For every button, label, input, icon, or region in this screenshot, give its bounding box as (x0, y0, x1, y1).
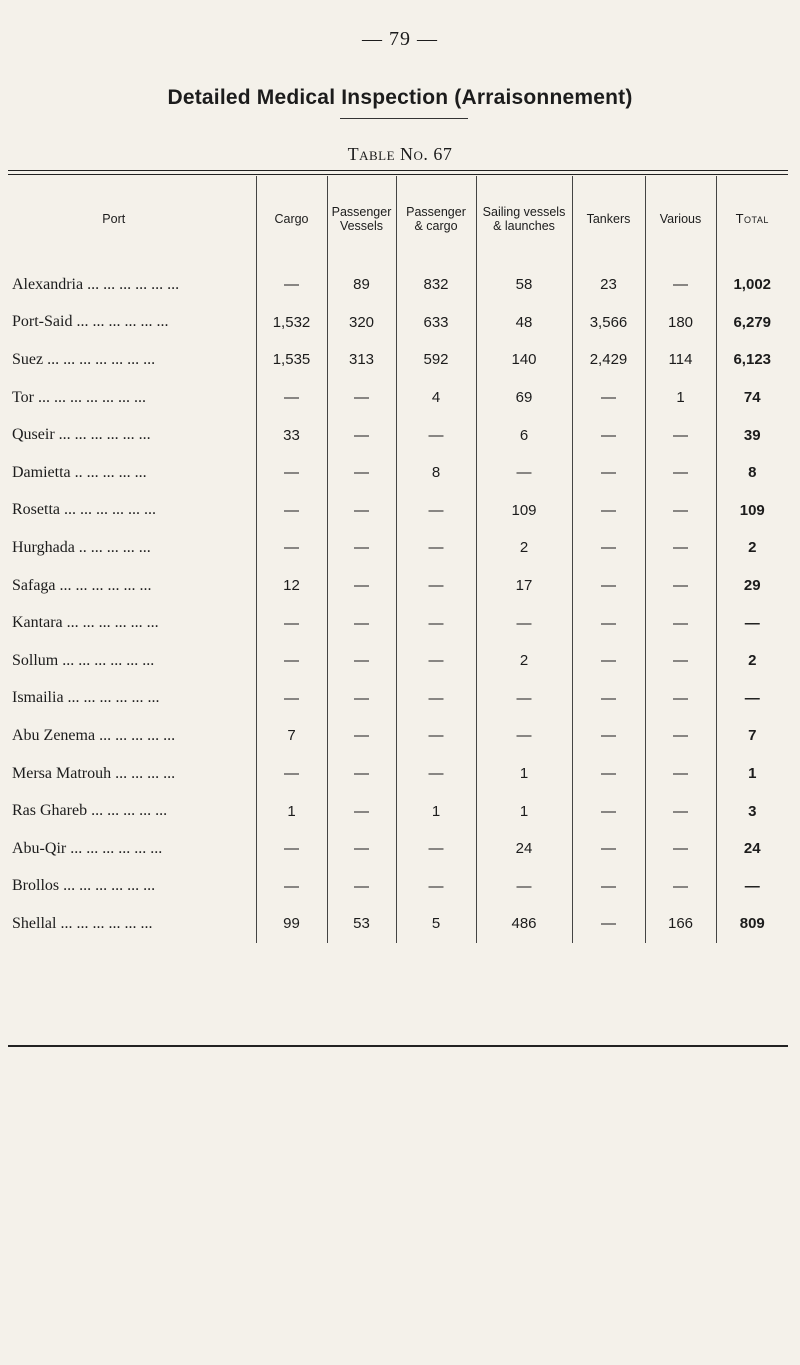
passenger-cargo-cell: 832 (396, 262, 476, 304)
table-bottom-rule (8, 1045, 788, 1047)
total-cell: 109 (716, 492, 788, 530)
table-body (8, 262, 788, 943)
passenger-vessels-cell: — (327, 755, 396, 793)
inspection-table (8, 176, 788, 943)
column-header-sailing-vessels: Sailing vessels & launches (476, 176, 572, 262)
tankers-cell: — (572, 755, 645, 793)
tankers-cell: 2,429 (572, 341, 645, 379)
various-cell: — (645, 567, 716, 605)
various-cell: 114 (645, 341, 716, 379)
passenger-vessels-cell: — (327, 868, 396, 906)
sailing-vessels-cell: 17 (476, 567, 572, 605)
various-cell: — (645, 454, 716, 492)
passenger-cargo-cell: — (396, 680, 476, 718)
table-row (8, 304, 788, 342)
total-cell: 6,279 (716, 304, 788, 342)
port-name: Rosetta ... ... ... ... ... ... (12, 501, 156, 519)
sailing-vessels-cell: 69 (476, 379, 572, 417)
passenger-cargo-cell: — (396, 529, 476, 567)
tankers-cell: — (572, 604, 645, 642)
passenger-cargo-cell: 8 (396, 454, 476, 492)
various-cell: — (645, 492, 716, 530)
cargo-cell: — (256, 492, 327, 530)
tankers-cell: — (572, 454, 645, 492)
cargo-cell: 12 (256, 567, 327, 605)
cargo-cell: 33 (256, 416, 327, 454)
passenger-vessels-cell: — (327, 567, 396, 605)
cargo-cell: — (256, 868, 327, 906)
port-name: Mersa Matrouh ... ... ... ... (12, 764, 176, 782)
passenger-cargo-cell: 5 (396, 905, 476, 943)
total-cell: 39 (716, 416, 788, 454)
column-header-various: Various (645, 176, 716, 262)
cargo-cell: — (256, 379, 327, 417)
passenger-vessels-cell: — (327, 830, 396, 868)
passenger-cargo-cell: 1 (396, 792, 476, 830)
table-row (8, 341, 788, 379)
sailing-vessels-cell: 2 (476, 642, 572, 680)
cargo-cell: 1,535 (256, 341, 327, 379)
cargo-cell: — (256, 604, 327, 642)
table-row (8, 604, 788, 642)
tankers-cell: 23 (572, 262, 645, 304)
total-cell: 2 (716, 642, 788, 680)
table-row (8, 905, 788, 943)
table-row (8, 642, 788, 680)
various-cell: — (645, 830, 716, 868)
column-header-cargo: Cargo (256, 176, 327, 262)
tankers-cell: — (572, 792, 645, 830)
total-cell: 6,123 (716, 341, 788, 379)
total-cell: 8 (716, 454, 788, 492)
column-header-port: Port (102, 212, 126, 226)
various-cell: — (645, 717, 716, 755)
table-row (8, 567, 788, 605)
total-cell: — (716, 680, 788, 718)
various-cell: 1 (645, 379, 716, 417)
passenger-cargo-cell: — (396, 755, 476, 793)
sailing-vessels-cell: 48 (476, 304, 572, 342)
total-cell: — (716, 868, 788, 906)
passenger-vessels-cell: 89 (327, 262, 396, 304)
sailing-vessels-cell: 140 (476, 341, 572, 379)
various-cell: — (645, 529, 716, 567)
table-row (8, 717, 788, 755)
table-row (8, 454, 788, 492)
sailing-vessels-cell: 6 (476, 416, 572, 454)
passenger-vessels-cell: — (327, 642, 396, 680)
table-top-rule-inner (8, 174, 788, 175)
passenger-cargo-cell: 4 (396, 379, 476, 417)
column-header-passenger-vessels: Passenger Vessels (327, 176, 396, 262)
cargo-cell: — (256, 529, 327, 567)
table-row (8, 868, 788, 906)
port-name: Suez ... ... ... ... ... ... ... (12, 350, 156, 368)
table-row (8, 529, 788, 567)
port-name: Abu Zenema ... ... ... ... ... (12, 726, 176, 744)
cargo-cell: 99 (256, 905, 327, 943)
tankers-cell: — (572, 905, 645, 943)
passenger-cargo-cell: — (396, 492, 476, 530)
cargo-cell: 7 (256, 717, 327, 755)
tankers-cell: 3,566 (572, 304, 645, 342)
total-cell: 74 (716, 379, 788, 417)
total-cell: 1,002 (716, 262, 788, 304)
passenger-vessels-cell: — (327, 416, 396, 454)
various-cell: — (645, 262, 716, 304)
table-row (8, 416, 788, 454)
various-cell: — (645, 755, 716, 793)
passenger-cargo-cell: — (396, 416, 476, 454)
tankers-cell: — (572, 868, 645, 906)
total-cell: 24 (716, 830, 788, 868)
various-cell: — (645, 680, 716, 718)
passenger-vessels-cell: 53 (327, 905, 396, 943)
table-row (8, 755, 788, 793)
various-cell: — (645, 416, 716, 454)
passenger-cargo-cell: — (396, 868, 476, 906)
passenger-cargo-cell: — (396, 830, 476, 868)
tankers-cell: — (572, 567, 645, 605)
sailing-vessels-cell: 2 (476, 529, 572, 567)
column-header-total: Total (716, 176, 788, 262)
total-cell: 29 (716, 567, 788, 605)
port-name: Quseir ... ... ... ... ... ... (12, 426, 151, 444)
port-name: Sollum ... ... ... ... ... ... (12, 651, 155, 669)
sailing-vessels-cell: 1 (476, 755, 572, 793)
various-cell: 166 (645, 905, 716, 943)
total-cell: — (716, 604, 788, 642)
column-header-tankers: Tankers (572, 176, 645, 262)
tankers-cell: — (572, 492, 645, 530)
cargo-cell: — (256, 755, 327, 793)
port-name: Safaga ... ... ... ... ... ... (12, 576, 152, 594)
total-cell: 809 (716, 905, 788, 943)
sailing-vessels-cell: 486 (476, 905, 572, 943)
page-title: Detailed Medical Inspection (Arraisonnement) (167, 86, 633, 109)
passenger-vessels-cell: 320 (327, 304, 396, 342)
tankers-cell: — (572, 680, 645, 718)
passenger-cargo-cell: — (396, 567, 476, 605)
table-row (8, 792, 788, 830)
cargo-cell: — (256, 680, 327, 718)
various-cell: 180 (645, 304, 716, 342)
cargo-cell: — (256, 454, 327, 492)
total-cell: 3 (716, 792, 788, 830)
various-cell: — (645, 792, 716, 830)
various-cell: — (645, 604, 716, 642)
table-row (8, 680, 788, 718)
passenger-vessels-cell: — (327, 604, 396, 642)
tankers-cell: — (572, 529, 645, 567)
sailing-vessels-cell: — (476, 868, 572, 906)
table-row (8, 379, 788, 417)
port-name: Brollos ... ... ... ... ... ... (12, 877, 156, 895)
sailing-vessels-cell: 1 (476, 792, 572, 830)
passenger-vessels-cell: — (327, 529, 396, 567)
tankers-cell: — (572, 642, 645, 680)
tankers-cell: — (572, 416, 645, 454)
passenger-cargo-cell: 633 (396, 304, 476, 342)
passenger-cargo-cell: — (396, 717, 476, 755)
passenger-vessels-cell: — (327, 680, 396, 718)
port-name: Abu-Qir ... ... ... ... ... ... (12, 839, 163, 857)
port-name: Ismailia ... ... ... ... ... ... (12, 689, 160, 707)
sailing-vessels-cell: 58 (476, 262, 572, 304)
port-name: Tor ... ... ... ... ... ... ... (12, 388, 146, 406)
title-underline (340, 118, 468, 119)
passenger-vessels-cell: — (327, 379, 396, 417)
port-name: Port-Said ... ... ... ... ... ... (12, 313, 169, 331)
passenger-vessels-cell: — (327, 792, 396, 830)
cargo-cell: — (256, 642, 327, 680)
passenger-vessels-cell: — (327, 454, 396, 492)
tankers-cell: — (572, 830, 645, 868)
table-row (8, 262, 788, 304)
table-row (8, 830, 788, 868)
tankers-cell: — (572, 379, 645, 417)
sailing-vessels-cell: 24 (476, 830, 572, 868)
port-name: Kantara ... ... ... ... ... ... (12, 614, 159, 632)
sailing-vessels-cell: — (476, 604, 572, 642)
port-name: Hurghada .. ... ... ... ... (12, 538, 151, 556)
sailing-vessels-cell: — (476, 717, 572, 755)
port-name: Damietta .. ... ... ... ... (12, 463, 147, 481)
table-header (8, 176, 788, 262)
cargo-cell: — (256, 830, 327, 868)
port-name: Shellal ... ... ... ... ... ... (12, 914, 153, 932)
passenger-cargo-cell: — (396, 604, 476, 642)
passenger-vessels-cell: 313 (327, 341, 396, 379)
table-top-rule (8, 170, 788, 171)
table-row (8, 492, 788, 530)
total-cell: 1 (716, 755, 788, 793)
passenger-vessels-cell: — (327, 717, 396, 755)
various-cell: — (645, 868, 716, 906)
cargo-cell: 1 (256, 792, 327, 830)
sailing-vessels-cell: 109 (476, 492, 572, 530)
passenger-cargo-cell: 592 (396, 341, 476, 379)
sailing-vessels-cell: — (476, 454, 572, 492)
cargo-cell: — (256, 262, 327, 304)
various-cell: — (645, 642, 716, 680)
sailing-vessels-cell: — (476, 680, 572, 718)
port-name: Ras Ghareb ... ... ... ... ... (12, 802, 168, 820)
total-cell: 7 (716, 717, 788, 755)
passenger-vessels-cell: — (327, 492, 396, 530)
column-header-passenger-cargo: Passenger & cargo (396, 176, 476, 262)
table-caption: Table No. 67 (347, 144, 453, 164)
total-cell: 2 (716, 529, 788, 567)
passenger-cargo-cell: — (396, 642, 476, 680)
cargo-cell: 1,532 (256, 304, 327, 342)
port-name: Alexandria ... ... ... ... ... ... (12, 275, 180, 293)
tankers-cell: — (572, 717, 645, 755)
page-number: — 79 — (362, 28, 438, 50)
